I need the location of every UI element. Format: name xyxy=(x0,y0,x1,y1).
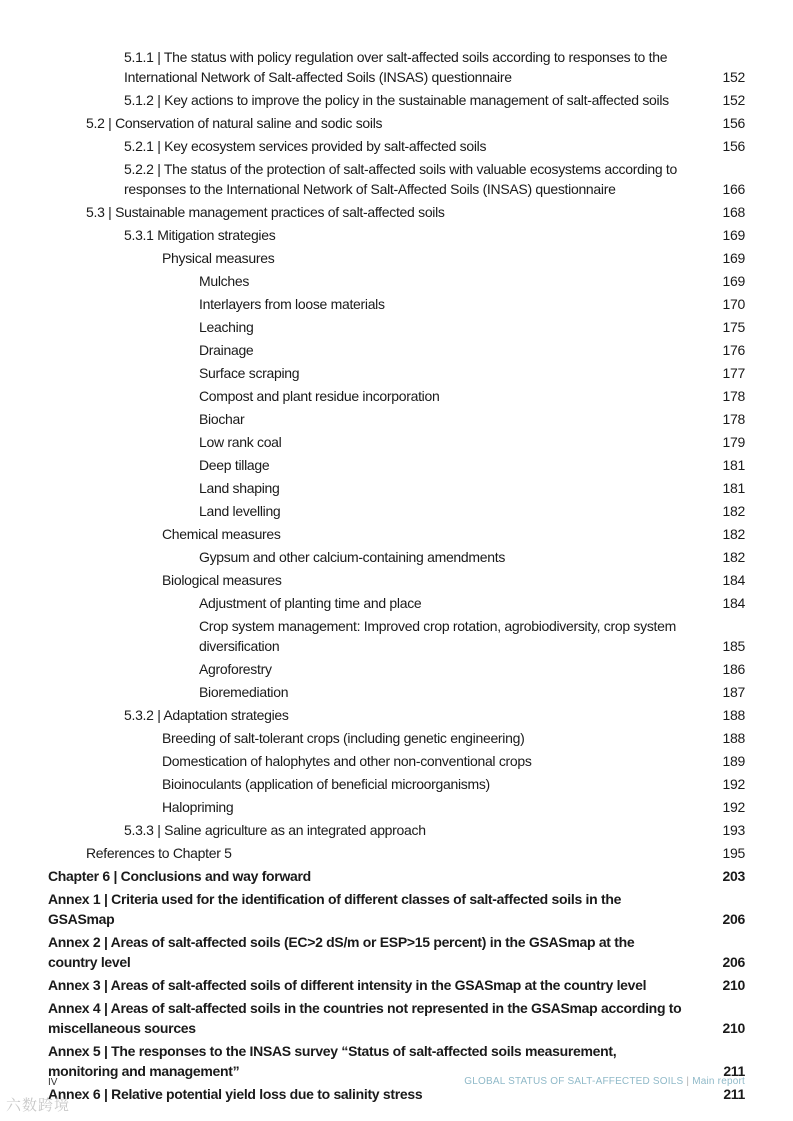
toc-entry-title: Biological measures xyxy=(162,572,282,588)
toc-entry-title: Mulches xyxy=(199,273,250,289)
toc-entry[interactable] xyxy=(0,409,745,429)
toc-entry-page: 206 xyxy=(722,911,745,927)
toc-entry-title: 5.3.3 | Saline agriculture as an integrated approach xyxy=(124,822,426,838)
toc-entry-title: Land shaping xyxy=(199,480,280,496)
toc-entry-page: 170 xyxy=(722,296,745,312)
watermark-text: 六数跨境 xyxy=(6,1097,71,1114)
toc-entry-page: 206 xyxy=(722,954,745,970)
toc-entry-page: 177 xyxy=(722,365,745,381)
toc-entry-title: Deep tillage xyxy=(199,457,270,473)
toc-entry[interactable] xyxy=(0,363,745,383)
toc-entry-page: 178 xyxy=(722,411,745,427)
report-title: GLOBAL STATUS OF SALT-AFFECTED SOILS xyxy=(464,1076,684,1087)
toc-entry-page: 192 xyxy=(722,799,745,815)
toc-entry-page: 168 xyxy=(722,204,745,220)
toc-entry-title: 5.3.1 Mitigation strategies xyxy=(124,227,276,243)
toc-entry-title: 5.3 | Sustainable management practices of salt-affected soils xyxy=(86,204,445,220)
toc-entry-title: Drainage xyxy=(199,342,254,358)
toc-entry[interactable] xyxy=(0,728,745,748)
toc-entry-title: Leaching xyxy=(199,319,254,335)
toc-entry[interactable] xyxy=(0,616,745,656)
toc-entry[interactable] xyxy=(0,113,745,133)
toc-entry[interactable] xyxy=(0,570,745,590)
toc-entry-title: 5.2.2 | The status of the protection of salt-affected soils with valuable ecosystems according to responses to the International Network of Salt-Affected Soils (INSAS) questionnaire xyxy=(124,161,678,197)
toc-entry-page: 152 xyxy=(722,92,745,108)
page-number: IV xyxy=(48,1077,58,1088)
toc-entry[interactable] xyxy=(0,340,745,360)
toc-entry-title: Domestication of halophytes and other non-conventional crops xyxy=(162,753,532,769)
toc-entry-title: Surface scraping xyxy=(199,365,300,381)
toc-entry-page: 195 xyxy=(722,845,745,861)
toc-entry-page: 169 xyxy=(722,250,745,266)
toc-entry[interactable] xyxy=(0,478,745,498)
toc-entry[interactable] xyxy=(0,202,745,222)
toc-entry[interactable] xyxy=(0,271,745,291)
toc-entry-title: Bioremediation xyxy=(199,684,289,700)
toc-entry-page: 182 xyxy=(722,526,745,542)
toc-entry[interactable] xyxy=(0,705,745,725)
toc-entry[interactable] xyxy=(0,820,745,840)
toc-entry-page: 156 xyxy=(722,138,745,154)
toc-entry-page: 210 xyxy=(722,977,745,993)
toc-entry-title: Land levelling xyxy=(199,503,281,519)
toc-entry-page: 179 xyxy=(722,434,745,450)
toc-entry-title: Crop system management: Improved crop rotation, agrobiodiversity, crop system diversification xyxy=(199,618,676,654)
toc-entry-page: 181 xyxy=(722,480,745,496)
table-of-contents xyxy=(0,44,793,1104)
toc-entry-page: 211 xyxy=(723,1063,745,1079)
toc-entry-title: 5.1.2 | Key actions to improve the policy in the sustainable management of salt-affected soils xyxy=(124,92,669,108)
toc-entry-title: Compost and plant residue incorporation xyxy=(199,388,440,404)
toc-entry-page: 184 xyxy=(722,595,745,611)
toc-entry[interactable] xyxy=(0,682,745,702)
toc-entry[interactable] xyxy=(0,889,745,929)
toc-entry[interactable] xyxy=(0,455,745,475)
toc-entry-page: 152 xyxy=(722,69,745,85)
running-footer xyxy=(464,1076,745,1087)
toc-entry-page: 188 xyxy=(722,707,745,723)
toc-entry-page: 187 xyxy=(722,684,745,700)
toc-entry-page: 182 xyxy=(722,549,745,565)
toc-entry-title: 5.3.2 | Adaptation strategies xyxy=(124,707,289,723)
toc-entry-page: 188 xyxy=(722,730,745,746)
toc-entry[interactable] xyxy=(0,547,745,567)
toc-entry-title: 5.2.1 | Key ecosystem services provided by salt-affected soils xyxy=(124,138,487,154)
toc-entry[interactable] xyxy=(0,774,745,794)
toc-entry-page: 189 xyxy=(722,753,745,769)
toc-entry[interactable] xyxy=(0,751,745,771)
toc-entry[interactable] xyxy=(0,1041,745,1081)
toc-entry[interactable] xyxy=(0,659,745,679)
toc-entry[interactable] xyxy=(0,317,745,337)
toc-entry[interactable] xyxy=(0,159,745,199)
toc-entry[interactable] xyxy=(0,248,745,268)
toc-entry[interactable] xyxy=(0,501,745,521)
toc-entry-page: 193 xyxy=(722,822,745,838)
toc-entry-title: Chapter 6 | Conclusions and way forward xyxy=(48,868,311,884)
toc-entry-title: Annex 4 | Areas of salt-affected soils in the countries not represented in the GSASmap according to miscellaneous sources xyxy=(48,1000,682,1036)
toc-entry-page: 182 xyxy=(722,503,745,519)
watermark-logo xyxy=(6,1094,70,1115)
toc-entry[interactable] xyxy=(0,866,745,886)
toc-entry-page: 181 xyxy=(722,457,745,473)
toc-entry-title: Chemical measures xyxy=(162,526,281,542)
toc-entry[interactable] xyxy=(0,136,745,156)
toc-entry[interactable] xyxy=(0,90,745,110)
toc-entry-page: 184 xyxy=(722,572,745,588)
toc-entry[interactable] xyxy=(0,1084,745,1104)
toc-entry-page: 175 xyxy=(722,319,745,335)
toc-entry-title: Halopriming xyxy=(162,799,234,815)
toc-entry-title: Agroforestry xyxy=(199,661,272,677)
toc-entry[interactable] xyxy=(0,386,745,406)
toc-entry-page: 192 xyxy=(722,776,745,792)
toc-entry-title: Gypsum and other calcium-containing amendments xyxy=(199,549,506,565)
toc-entry-title: 5.1.1 | The status with policy regulation over salt-affected soils according to responses to the International Network of Salt-affected Soils (INSAS) questionnaire xyxy=(124,49,668,85)
toc-entry-page: 166 xyxy=(722,181,745,197)
toc-entry-title: Annex 6 | Relative potential yield loss due to salinity stress xyxy=(48,1086,423,1102)
toc-entry-title: Physical measures xyxy=(162,250,275,266)
toc-entry[interactable] xyxy=(0,593,745,613)
toc-entry-title: Bioinoculants (application of beneficial microorganisms) xyxy=(162,776,490,792)
toc-entry-title: 5.2 | Conservation of natural saline and sodic soils xyxy=(86,115,383,131)
toc-entry[interactable] xyxy=(0,843,745,863)
toc-entry-page: 176 xyxy=(722,342,745,358)
toc-entry-page: 178 xyxy=(722,388,745,404)
toc-entry-title: Annex 1 | Criteria used for the identification of different classes of salt-affected soils in the GSASmap xyxy=(48,891,622,927)
toc-entry-title: Annex 2 | Areas of salt-affected soils (EC>2 dS/m or ESP>15 percent) in the GSASmap at the country level xyxy=(48,934,635,970)
toc-entry[interactable] xyxy=(0,524,745,544)
toc-entry[interactable] xyxy=(0,998,745,1038)
footer-separator: | xyxy=(686,1076,690,1087)
toc-entry-page: 210 xyxy=(722,1020,745,1036)
toc-entry-title: Breeding of salt-tolerant crops (including genetic engineering) xyxy=(162,730,525,746)
toc-entry[interactable] xyxy=(0,932,745,972)
toc-entry[interactable] xyxy=(0,225,745,245)
toc-entry-title: Annex 5 | The responses to the INSAS survey “Status of salt-affected soils measurement, monitoring and management” xyxy=(48,1043,617,1079)
toc-entry[interactable] xyxy=(0,797,745,817)
toc-entry-title: Interlayers from loose materials xyxy=(199,296,385,312)
toc-entry-page: 186 xyxy=(722,661,745,677)
toc-entry-page: 203 xyxy=(722,868,745,884)
toc-entry-title: Low rank coal xyxy=(199,434,282,450)
toc-entry[interactable] xyxy=(0,47,745,87)
toc-entry-page: 156 xyxy=(722,115,745,131)
toc-entry-page: 185 xyxy=(722,638,745,654)
toc-entry[interactable] xyxy=(0,975,745,995)
toc-entry[interactable] xyxy=(0,294,745,314)
toc-entry[interactable] xyxy=(0,432,745,452)
toc-entry-title: References to Chapter 5 xyxy=(86,845,232,861)
toc-entry-page: 169 xyxy=(722,273,745,289)
toc-entry-title: Annex 3 | Areas of salt-affected soils of different intensity in the GSASmap at the country level xyxy=(48,977,647,993)
toc-entry-title: Biochar xyxy=(199,411,245,427)
toc-entry-page: 211 xyxy=(723,1086,745,1102)
toc-entry-title: Adjustment of planting time and place xyxy=(199,595,422,611)
report-subtitle: Main report xyxy=(692,1076,745,1087)
toc-entry-page: 169 xyxy=(722,227,745,243)
